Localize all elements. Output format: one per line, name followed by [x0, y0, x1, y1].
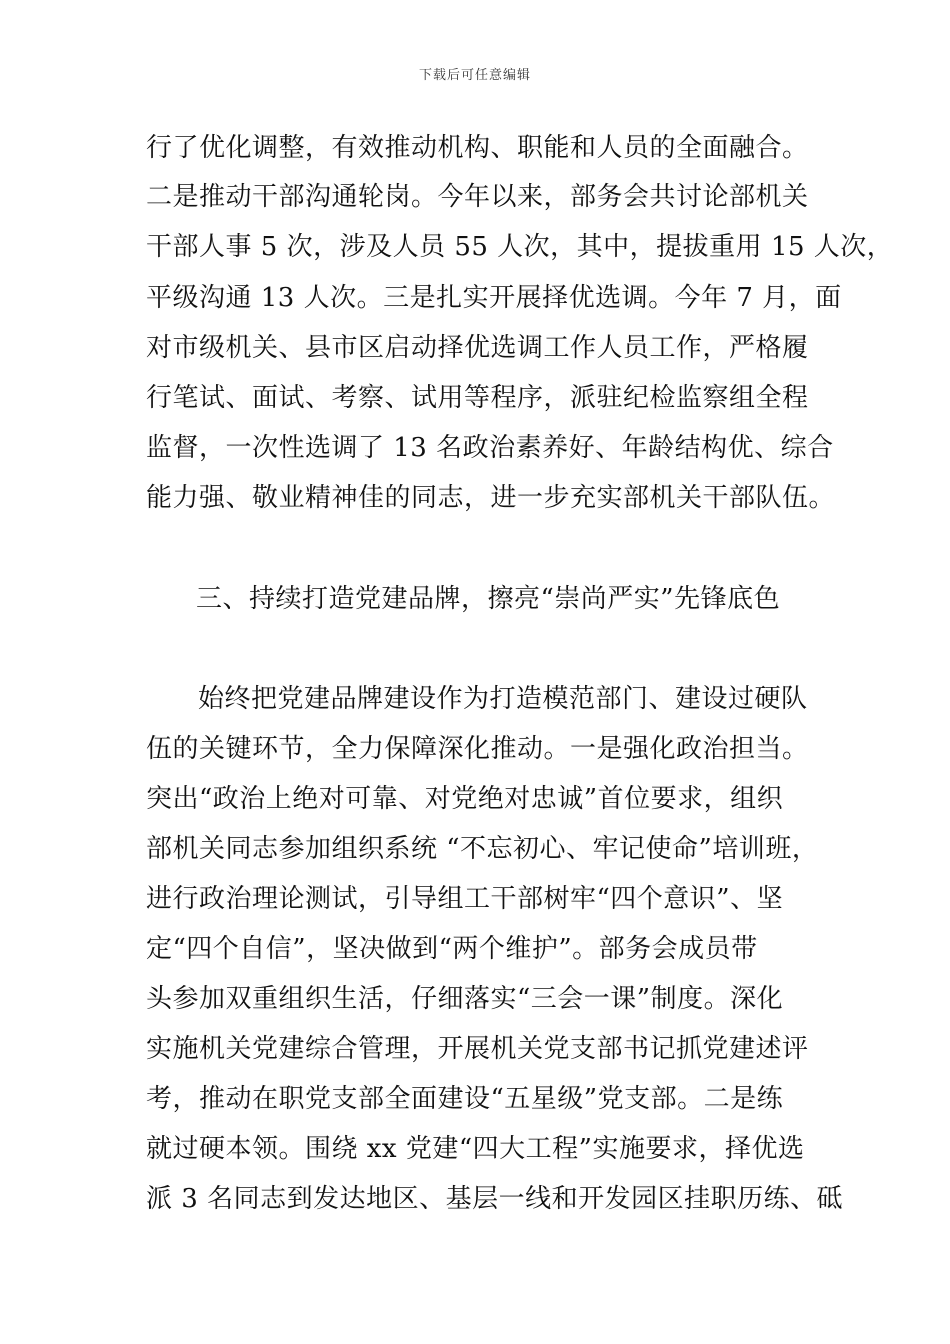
text-line: 头参加双重组织生活，仔细落实“三会一课”制度。深化 [146, 984, 784, 1014]
text-line: 实施机关党建综合管理，开展机关党支部书记抓党建述评 [146, 1034, 809, 1064]
text-line: 就过硬本领。围绕 xx 党建“四大工程”实施要求，择优选 [146, 1134, 805, 1164]
text-line: 监督，一次性选调了 13 名政治素养好、年龄结构优、综合 [146, 433, 834, 463]
section-heading: 三、持续打造党建品牌，擦亮“崇尚严实”先锋底色 [196, 584, 781, 614]
text-line: 考，推动在职党支部全面建设“五星级”党支部。二是练 [146, 1084, 784, 1114]
text-line: 部机关同志参加组织系统 “不忘初心、牢记使命”培训班， [146, 834, 819, 864]
text-line: 行笔试、面试、考察、试用等程序，派驻纪检监察组全程 [146, 383, 809, 413]
text-line: 干部人事 5 次，涉及人员 55 人次，其中，提拔重用 15 人次， [146, 232, 894, 262]
text-line: 进行政治理论测试，引导组工干部树牢“四个意识”、坚 [146, 884, 784, 914]
text-line: 始终把党建品牌建设作为打造模范部门、建设过硬队 [198, 684, 808, 714]
page-header: 下载后可任意编辑 [418, 68, 531, 83]
text-line: 对市级机关、县市区启动择优选调工作人员工作，严格履 [146, 333, 809, 363]
text-line: 平级沟通 13 人次。三是扎实开展择优选调。今年 7 月，面 [146, 283, 842, 313]
text-line: 突出“政治上绝对可靠、对党绝对忠诚”首位要求，组织 [146, 784, 784, 814]
text-line: 行了优化调整，有效推动机构、职能和人员的全面融合。 [146, 133, 809, 163]
text-line: 派 3 名同志到发达地区、基层一线和开发园区挂职历练、砥 [146, 1184, 844, 1214]
text-line: 二是推动干部沟通轮岗。今年以来，部务会共讨论部机关 [146, 182, 809, 212]
text-line: 伍的关键环节，全力保障深化推动。一是强化政治担当。 [146, 734, 809, 764]
text-line: 能力强、敬业精神佳的同志，进一步充实部机关干部队伍。 [146, 483, 836, 513]
text-line: 定“四个自信”，坚决做到“两个维护”。部务会成员带 [146, 934, 758, 964]
